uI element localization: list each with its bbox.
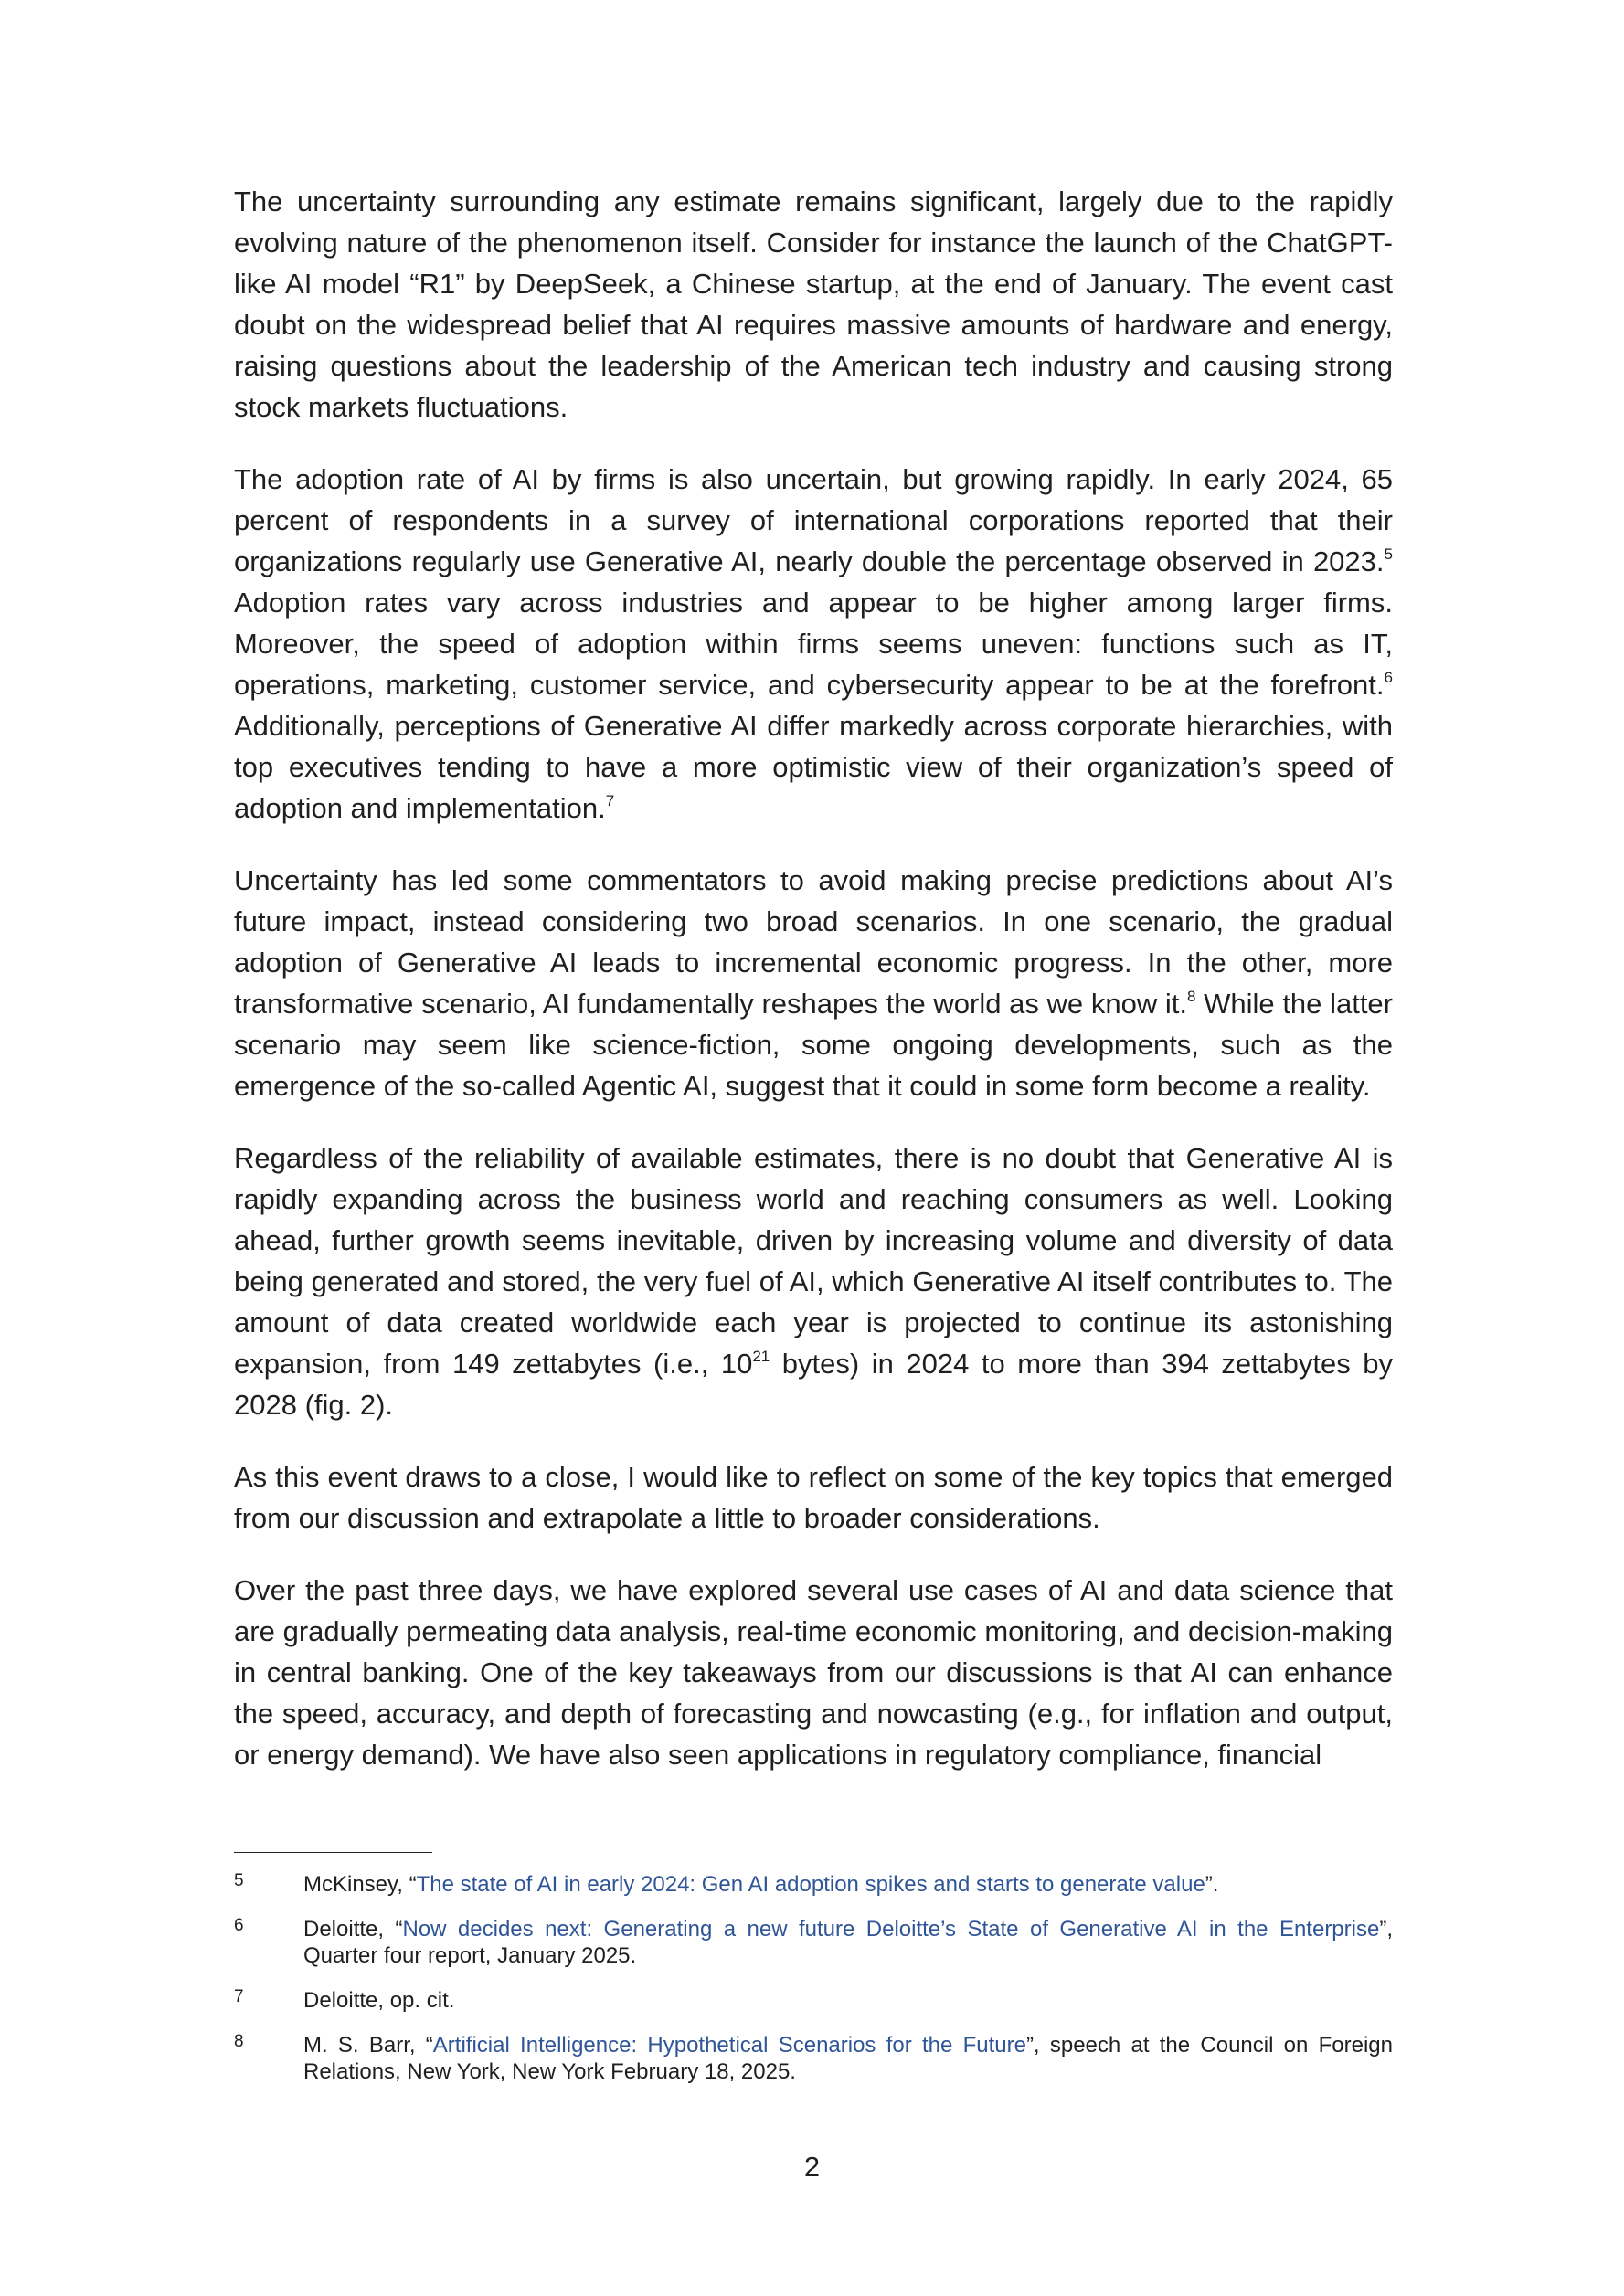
footnote-reference[interactable]: 5 <box>1384 545 1393 563</box>
footnote-reference[interactable]: 8 <box>1187 987 1196 1005</box>
footnote-detail: ”, speech at the Council on Foreign Relations, New York, New York February 18, 2025. <box>303 2033 1394 2084</box>
footnote-source: McKinsey, “ <box>303 1872 417 1897</box>
footnote-source: Deloitte, “ <box>303 1917 403 1942</box>
page-number: 2 <box>803 2151 821 2183</box>
paragraph-text: bytes) in 2024 to more than 394 zettabytes by 2028 (fig. 2). <box>234 1348 1393 1421</box>
paragraph <box>234 860 1393 1106</box>
footnote-number: 5 <box>234 1871 244 1890</box>
footnote-link[interactable]: The state of AI in early 2024: Gen AI adoption spikes and starts to generate value <box>416 1872 1205 1897</box>
footnote-text <box>303 1871 1393 1898</box>
footnotes <box>234 1871 1393 2103</box>
paragraph <box>234 1137 1393 1425</box>
footnote-item <box>234 1871 1393 1898</box>
paragraph <box>234 459 1393 829</box>
footnote-item <box>234 1916 1393 1969</box>
footnote-link[interactable]: Now decides next: Generating a new future Deloitte’s State of Generative AI in the Enterprise <box>402 1917 1380 1942</box>
footnote-detail: ”, Quarter four report, January 2025. <box>303 1917 1394 1968</box>
paragraph-text: The uncertainty surrounding any estimate remains significant, largely due to the rapidly evolving nature of the phenomenon itself. Consider for instance the launch of the ChatGPT-like AI model “R1” by DeepSeek, a Chinese startup, at the end of January. The event cast doubt on the widespread belief that AI requires massive amounts of hardware and energy, raising questions about the leadership of the American tech industry and causing strong stock markets fluctuations. <box>234 185 1393 423</box>
footnote-source: Deloitte, op. cit. <box>303 1988 455 2013</box>
paragraph-text: While the latter scenario may seem like science-fiction, some ongoing developments, such as the emergence of the so-called Agentic AI, suggest that it could in some form become a reality. <box>234 988 1393 1102</box>
paragraph <box>234 1456 1393 1539</box>
footnote-text <box>303 1916 1393 1969</box>
paragraph <box>234 1570 1393 1775</box>
paragraph-text: Additionally, perceptions of Generative AI differ markedly across corporate hierarchies, with top executives tending to have a more optimistic view of their organization’s speed of adoption and implementation. <box>234 710 1393 824</box>
paragraph-text: Over the past three days, we have explored several use cases of AI and data science that are gradually permeating data analysis, real-time economic monitoring, and decision-making in central banking. One of the key takeaways from our discussions is that AI can enhance the speed, accuracy, and depth of forecasting and nowcasting (e.g., for inflation and output, or energy demand). We have also seen applications in regulatory compliance, financial <box>234 1574 1393 1771</box>
footnote-link[interactable]: Artificial Intelligence: Hypothetical Scenarios for the Future <box>432 2033 1026 2058</box>
paragraph <box>234 181 1393 428</box>
footnote-text <box>303 2032 1393 2085</box>
footnote-number: 7 <box>234 1987 244 2006</box>
footnote-text <box>303 1987 1393 2014</box>
paragraph-text: Uncertainty has led some commentators to avoid making precise predictions about AI’s future impact, instead considering two broad scenarios. In one scenario, the gradual adoption of Generative AI leads to incremental economic progress. In the other, more transformative scenario, AI fundamentally reshapes the world as we know it. <box>234 864 1393 1020</box>
paragraph-text: Regardless of the reliability of available estimates, there is no doubt that Generative AI is rapidly expanding across the business world and reaching consumers as well. Looking ahead, further growth seems inevitable, driven by increasing volume and diversity of data being generated and stored, the very fuel of AI, which Generative AI itself contributes to. The amount of data created worldwide each year is projected to continue its astonishing expansion, from 149 zettabytes (i.e., 10 <box>234 1142 1393 1380</box>
footnote-reference[interactable]: 6 <box>1384 668 1393 686</box>
footnote-detail: ”. <box>1205 1872 1219 1897</box>
paragraph-text: The adoption rate of AI by firms is also uncertain, but growing rapidly. In early 2024, 65 percent of respondents in a survey of international corporations reported that their organizations regularly use Generative AI, nearly double the percentage observed in 2023. <box>234 463 1393 577</box>
body-text <box>234 181 1393 1806</box>
footnote-number: 8 <box>234 2032 244 2051</box>
footnote-reference[interactable]: 21 <box>752 1347 770 1365</box>
paragraph-text: As this event draws to a close, I would like to reflect on some of the key topics that emerged from our discussion and extrapolate a little to broader considerations. <box>234 1461 1393 1534</box>
footnote-number: 6 <box>234 1916 244 1935</box>
footnote-source: M. S. Barr, “ <box>303 2033 433 2058</box>
footnote-item <box>234 2032 1393 2085</box>
footnote-item <box>234 1987 1393 2014</box>
footnote-reference[interactable]: 7 <box>605 791 615 809</box>
paragraph-text: Adoption rates vary across industries and appear to be higher among larger firms. Moreover, the speed of adoption within firms seems uneven: functions such as IT, operations, marketing, customer service, and cybersecurity appear to be at the forefront. <box>234 587 1393 701</box>
footnote-separator <box>234 1852 432 1853</box>
